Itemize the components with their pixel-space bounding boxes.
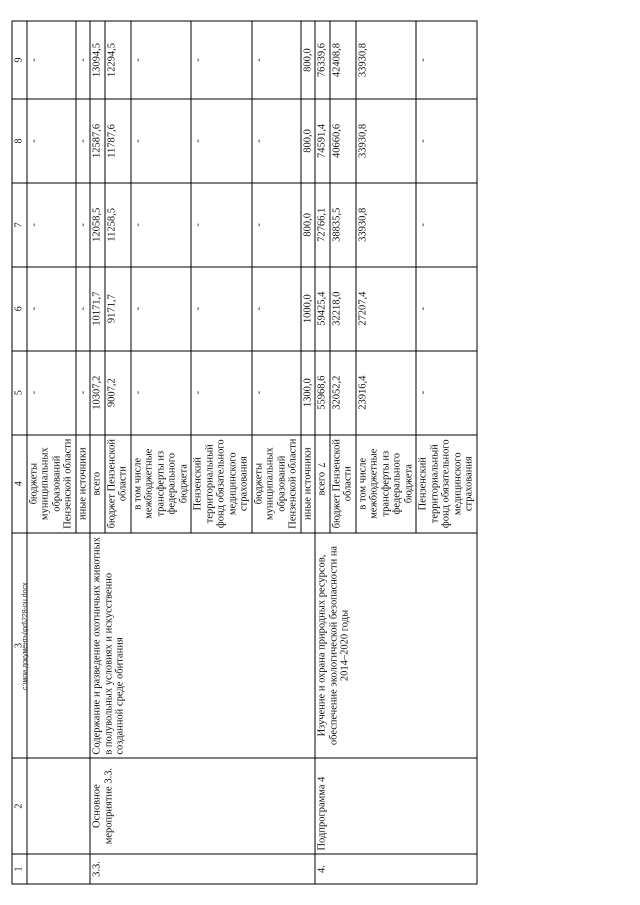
column-header: 4 (12, 435, 27, 533)
cell-value: 13094,5 (90, 21, 105, 99)
cell-value: 9007,2 (105, 351, 131, 435)
cell-value: - (76, 351, 91, 435)
cell-value: 74591,4 (315, 99, 330, 183)
table-row (27, 21, 76, 884)
cell-value: - (76, 183, 91, 267)
cell-value: - (252, 183, 301, 267)
cell-value: 33930,8 (356, 183, 417, 267)
cell-name: Изучение и охрана природных ресурсов, обеспечение экологической безопасности на 2014–2020 годы (315, 533, 477, 758)
cell-value: - (76, 267, 91, 351)
cell-value: - (252, 267, 301, 351)
cell-source: Пензенский территориальный фонд обязательного медицинского страхования (191, 435, 252, 533)
column-header: 2 (12, 758, 27, 854)
cell-source: в том числе межбюджетные трансферты из федерального бюджета (131, 435, 192, 533)
cell-value: 800,0 (301, 21, 316, 99)
cell-value: - (27, 351, 76, 435)
cell-value: - (191, 21, 252, 99)
table-row (315, 21, 330, 884)
column-number-row (12, 21, 27, 884)
cell-type (27, 758, 91, 854)
page-number: 7 (315, 462, 326, 468)
cell-source: в том числе межбюджетные трансферты из федерального бюджета (356, 435, 417, 533)
cell-value: - (191, 183, 252, 267)
cell-value: 40660,6 (330, 99, 356, 183)
column-header: 8 (12, 99, 27, 183)
cell-value: - (76, 99, 91, 183)
budget-table (12, 21, 478, 885)
cell-value: 11787,6 (105, 99, 131, 183)
cell-value: - (131, 351, 192, 435)
cell-value: - (131, 21, 192, 99)
cell-value: 10307,2 (90, 351, 105, 435)
file-path-footer: c:\мои документы\рd\228-nu.docx (22, 582, 29, 690)
cell-source: бюджеты муниципальных образований Пензенской области (27, 435, 76, 533)
cell-value: 27207,4 (356, 267, 417, 351)
cell-value: 32052,2 (330, 351, 356, 435)
cell-value: - (191, 351, 252, 435)
cell-source: иные источники (301, 435, 316, 533)
cell-value: - (252, 21, 301, 99)
cell-value: - (416, 99, 477, 183)
cell-value: - (416, 351, 477, 435)
cell-value: - (191, 267, 252, 351)
cell-source: всего (90, 435, 105, 533)
cell-value: - (27, 99, 76, 183)
column-header: 1 (12, 854, 27, 884)
cell-value: 800,0 (301, 99, 316, 183)
cell-value: - (416, 267, 477, 351)
cell-value: 12587,6 (90, 99, 105, 183)
cell-num (27, 854, 91, 884)
cell-value: 10171,7 (90, 267, 105, 351)
cell-num: 3.3. (90, 854, 315, 884)
cell-value: - (27, 21, 76, 99)
cell-type: Подпрограмма 4 (315, 758, 477, 854)
cell-value: - (27, 183, 76, 267)
cell-value: - (76, 21, 91, 99)
cell-value: 12294,5 (105, 21, 131, 99)
table-row (90, 21, 105, 884)
column-header: 9 (12, 21, 27, 99)
cell-value: 33930,8 (356, 99, 417, 183)
column-header: 5 (12, 351, 27, 435)
cell-source: Пензенский территориальный фонд обязательного медицинского страхования (416, 435, 477, 533)
cell-source: бюджет Пензенской области (330, 435, 356, 533)
cell-value: - (416, 183, 477, 267)
cell-value: - (27, 267, 76, 351)
cell-value: 800,0 (301, 183, 316, 267)
column-header: 7 (12, 183, 27, 267)
cell-value: 76339,6 (315, 21, 330, 99)
cell-value: - (252, 351, 301, 435)
cell-value: 42408,8 (330, 21, 356, 99)
column-header: 3 (12, 533, 27, 758)
cell-value: - (252, 99, 301, 183)
cell-value: 72766,1 (315, 183, 330, 267)
cell-value: - (131, 99, 192, 183)
cell-name: Содержание и разведение охотничьих животных в полувольных условиях и искусственно созданной среде обитания (90, 533, 315, 758)
column-header: 6 (12, 267, 27, 351)
cell-source: бюджет Пензенской области (105, 435, 131, 533)
cell-source: всего (315, 435, 330, 533)
cell-value: - (131, 183, 192, 267)
cell-value: - (416, 21, 477, 99)
cell-source: бюджеты муниципальных образований Пензенской области (252, 435, 301, 533)
cell-value: 1300,0 (301, 351, 316, 435)
cell-value: 32218,0 (330, 267, 356, 351)
cell-value: - (131, 267, 192, 351)
cell-value: - (191, 99, 252, 183)
cell-value: 11258,5 (105, 183, 131, 267)
cell-value: 23916,4 (356, 351, 417, 435)
cell-value: 55968,6 (315, 351, 330, 435)
cell-value: 9171,7 (105, 267, 131, 351)
cell-value: 33930,8 (356, 21, 417, 99)
cell-source: иные источники (76, 435, 91, 533)
cell-name (27, 533, 91, 758)
cell-value: 1000,0 (301, 267, 316, 351)
rotated-budget-table-container (12, 21, 629, 885)
cell-value: 12058,5 (90, 183, 105, 267)
cell-value: 59425,4 (315, 267, 330, 351)
cell-type: Основное мероприятие 3.3. (90, 758, 315, 854)
cell-value: 38835,5 (330, 183, 356, 267)
cell-num: 4. (315, 854, 477, 884)
